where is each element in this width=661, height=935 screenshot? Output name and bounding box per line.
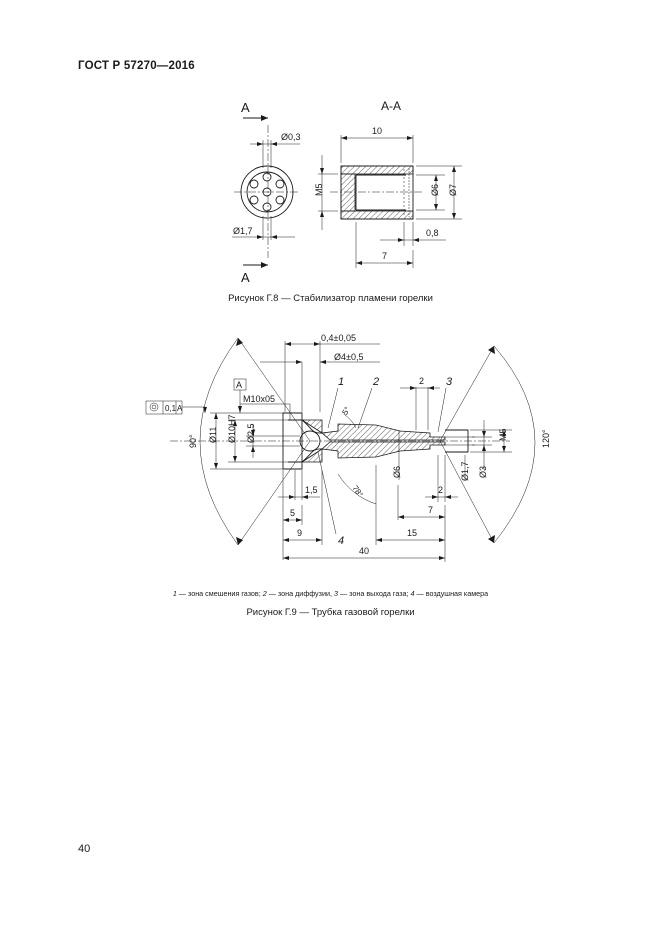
section-mark-top: А (241, 100, 250, 115)
legend-text-3: — зона выхода газа; (337, 589, 411, 598)
dim-g9-w15b: 15 (407, 528, 418, 538)
legend-num-2: 2 (262, 589, 267, 598)
figure-g9-drawing (146, 333, 551, 562)
legend-num-4: 4 (410, 589, 415, 598)
dim-g9-angle-120: 120° (541, 429, 551, 448)
dim-g8-inner: Ø6 (430, 183, 440, 196)
section-mark-bottom: А (241, 270, 250, 285)
callout-4: 4 (338, 535, 345, 547)
dim-g8-depth: 7 (382, 251, 388, 261)
dim-g9-w2-top: 2 (419, 376, 425, 386)
datum-label: А (236, 380, 243, 390)
dim-g9-d17: Ø1,7 (460, 461, 470, 481)
callout-2: 2 (373, 376, 380, 388)
dim-g9-angle-5: 5° (340, 405, 353, 417)
dim-g9-w5: 5 (290, 508, 296, 518)
dim-g9-m5: М5 (498, 428, 508, 441)
tol-frame-ref: А (177, 404, 183, 413)
dim-g9-tol: 0,4±0,05 (321, 333, 356, 343)
callout-1: 1 (338, 376, 345, 388)
dim-g9-d11: Ø11 (208, 426, 218, 443)
legend-text-4: — воздушная камера (414, 589, 489, 598)
dim-g9-w40: 40 (359, 546, 370, 556)
dim-g9-w9: 9 (297, 528, 303, 538)
dim-g9-d10: Ø10Н7 (227, 414, 237, 443)
dim-g9-w7: 7 (428, 505, 434, 515)
dim-g9-m10: М10х05 (243, 394, 276, 404)
dim-g9-angle-90: 90° (188, 434, 198, 448)
legend-num-3: 3 (333, 589, 338, 598)
dim-g8-end: 0,8 (426, 228, 439, 238)
dim-g9-w15: 1,5 (305, 485, 318, 495)
dim-g8-hole: Ø0,3 (281, 132, 301, 142)
dim-g8-outer: Ø7 (448, 183, 458, 196)
dim-g8-bore: Ø1,7 (233, 226, 253, 236)
dim-g9-d6: Ø6 (392, 465, 402, 478)
dim-g9-d3: Ø3 (478, 465, 488, 478)
dim-g9-angle-78: 78° (350, 483, 365, 499)
figure-g9-caption: Рисунок Г.9 — Трубка газовой горелки (246, 607, 415, 618)
dim-g8-thread: М5 (314, 183, 324, 196)
document-header: ГОСТ Р 57270—2016 (78, 60, 195, 72)
callout-3: 3 (446, 376, 453, 388)
dim-g8-length: 10 (372, 126, 383, 136)
figure-g9-legend (0, 589, 661, 598)
legend-num-1: 1 (172, 589, 177, 598)
dim-g9-d4: Ø4±0,5 (334, 352, 364, 362)
tol-frame-value: 0,1 (165, 404, 177, 413)
figure-g8-caption: Рисунок Г.8 — Стабилизатор пламени горелки (228, 293, 433, 304)
page-number: 40 (78, 843, 91, 855)
legend-text-2: — зона диффузии, (266, 589, 334, 598)
dim-g9-d25: Ø2,5 (246, 423, 256, 443)
legend-text-1: — зона смешения газов; (176, 589, 263, 598)
section-title: А-А (381, 99, 402, 113)
dim-g9-w2-bottom: 2 (438, 485, 444, 495)
figure-g8-drawing (232, 99, 462, 285)
